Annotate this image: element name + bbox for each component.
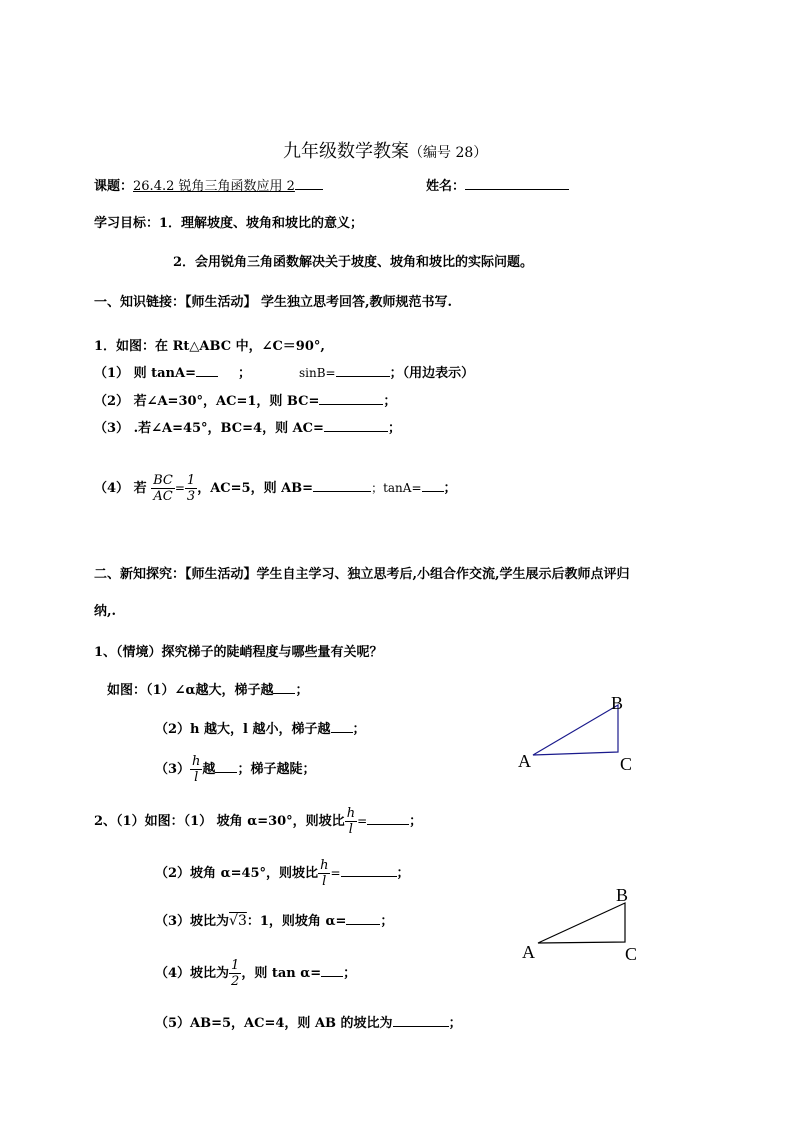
- p2d-end: ；: [343, 966, 357, 981]
- page-title: [283, 137, 487, 163]
- p2c-pre: （3）坡比为: [155, 914, 230, 929]
- section1-q1: [94, 362, 474, 381]
- q4-equals: =: [174, 481, 185, 495]
- p2d-fraction-one-half: $\frac{1}{2}$: [231, 958, 240, 989]
- problem1-b: [155, 718, 366, 737]
- p2e-blank[interactable]: [393, 1014, 449, 1027]
- triangle-1-shape: [533, 705, 618, 755]
- goals-label: 学习目标：: [94, 216, 160, 231]
- p2b-text: （2）坡角 α=45°，则坡比: [155, 866, 319, 881]
- p2c-mid: ：1，则坡角 α=: [246, 914, 347, 929]
- p1c-fraction-h-l: $\frac{h}{l}$: [192, 754, 201, 785]
- q3-blank[interactable]: [324, 419, 388, 432]
- goal-item-1: 1．理解坡度、坡角和坡比的意义；: [159, 216, 364, 231]
- section2-heading-cont: 纳,.: [94, 604, 117, 619]
- section2-heading: 二、新知探究：【师生活动】学生自主学习、独立思考后,小组合作交流,学生展示后教师点评归: [94, 567, 630, 582]
- p1a-end: ；: [295, 683, 309, 698]
- problem1-a: [107, 679, 308, 698]
- problem2-a: [94, 806, 422, 837]
- section1-q4: [94, 473, 457, 504]
- p2a-fraction-h-l: $\frac{h}{l}$: [346, 806, 356, 837]
- goal-item-2: 2．会用锐角三角函数解决关于坡度、坡角和坡比的实际问题。: [173, 255, 534, 270]
- p1a-blank[interactable]: [273, 681, 295, 694]
- p1c-end: ；梯子越陡；: [237, 762, 316, 777]
- p2c-end: ；: [380, 914, 394, 929]
- triangle-2-label-b: B: [616, 885, 629, 905]
- q4-blank-tana[interactable]: [422, 479, 444, 492]
- p2b-equals: =: [330, 866, 341, 880]
- problem1-c: [155, 754, 315, 785]
- q4-tana: ；tanA=: [371, 481, 422, 495]
- problem1-title: 1、（情境）探究梯子的陡峭程度与哪些量有关呢？: [94, 645, 383, 660]
- header-topic: [94, 175, 323, 194]
- q4-fraction-one-third: $\frac{1}{3}$: [186, 473, 196, 504]
- p1c-post: 越: [202, 762, 216, 777]
- q4-text: （4） 若: [94, 481, 147, 496]
- p1c-pre: （3）: [155, 762, 191, 777]
- triangle-1-label-b: B: [611, 693, 624, 713]
- triangle-1-label-a: A: [518, 751, 531, 771]
- p1a-text: 如图：（1）∠α越大，梯子越: [107, 683, 274, 698]
- triangle-2-label-a: A: [522, 942, 535, 962]
- p2c-sqrt3: √3: [229, 913, 247, 929]
- p2d-blank[interactable]: [321, 964, 343, 977]
- section1-heading: 一、知识链接：【师生活动】 学生独立思考回答,教师规范书写.: [94, 295, 453, 310]
- title-main: 九年级数学教案: [283, 141, 409, 162]
- q1-semicolon: ；: [237, 366, 251, 381]
- p2a-text: 2、（1）如图：（1） 坡角 α=30°，则坡比: [94, 814, 345, 829]
- q4-fraction-bc-ac: $\frac{BC}{AC}$: [153, 473, 173, 504]
- q1-text: （1） 则 tanA=: [94, 366, 196, 381]
- section1-q2: [94, 390, 396, 409]
- goal-line-1: [94, 212, 363, 231]
- q4-end: ；: [443, 481, 457, 496]
- topic-value: 26.4.2 锐角三角函数应用 2: [133, 179, 295, 194]
- header-name: [426, 175, 569, 194]
- q3-end: ；: [387, 421, 401, 436]
- problem2-c: [155, 910, 393, 929]
- p2d-pre: （4）坡比为: [155, 966, 230, 981]
- triangle-diagram-2: [515, 880, 655, 970]
- name-label: 姓名：: [426, 179, 466, 194]
- triangle-1-label-c: C: [620, 754, 633, 774]
- q2-end: ；: [383, 394, 397, 409]
- p1b-text: （2）h 越大，l 越小，梯子越: [155, 722, 331, 737]
- q1-blank-sinb[interactable]: [336, 364, 390, 377]
- p2c-blank[interactable]: [346, 912, 380, 925]
- q3-text: （3） .若∠A=45°，BC=4，则 AC=: [94, 421, 324, 436]
- p2d-mid: ，则 tan α=: [241, 966, 322, 981]
- name-blank[interactable]: [465, 177, 569, 190]
- p1b-blank[interactable]: [331, 720, 353, 733]
- problem2-e: [155, 1012, 462, 1031]
- q4-text-ab: ，AC=5，则 AB=: [197, 481, 314, 496]
- section1-q3: [94, 417, 401, 436]
- p2b-blank[interactable]: [341, 864, 397, 877]
- triangle-2-label-c: C: [625, 944, 638, 964]
- p1b-end: ；: [352, 722, 366, 737]
- section1-q-intro: 1．如图：在 Rt△ABC 中，∠C＝90°,: [94, 339, 325, 354]
- q1-sinb: sinB=: [298, 366, 336, 380]
- p1c-blank[interactable]: [215, 760, 237, 773]
- p2e-end: ；: [448, 1016, 462, 1031]
- p2b-fraction-h-l: $\frac{h}{l}$: [320, 858, 329, 889]
- title-number: （编号 28）: [409, 145, 488, 161]
- q1-note: ；（用边表示）: [389, 366, 475, 381]
- q2-text: （2） 若∠A=30°，AC=1，则 BC=: [94, 394, 320, 409]
- problem2-d: [155, 958, 356, 989]
- q1-blank-tan[interactable]: [196, 364, 218, 377]
- triangle-diagram-1: [510, 690, 650, 780]
- q4-blank-ab[interactable]: [313, 479, 371, 492]
- p2a-blank[interactable]: [367, 812, 409, 825]
- p2a-end: ；: [409, 814, 423, 829]
- topic-label: 课题：: [94, 179, 134, 194]
- problem2-b: [155, 858, 410, 889]
- q2-blank[interactable]: [319, 392, 383, 405]
- p2a-equals: =: [357, 814, 368, 828]
- triangle-2-shape: [538, 903, 625, 943]
- p2e-text: （5）AB=5，AC=4，则 AB 的坡比为: [155, 1016, 393, 1031]
- p2b-end: ；: [396, 866, 410, 881]
